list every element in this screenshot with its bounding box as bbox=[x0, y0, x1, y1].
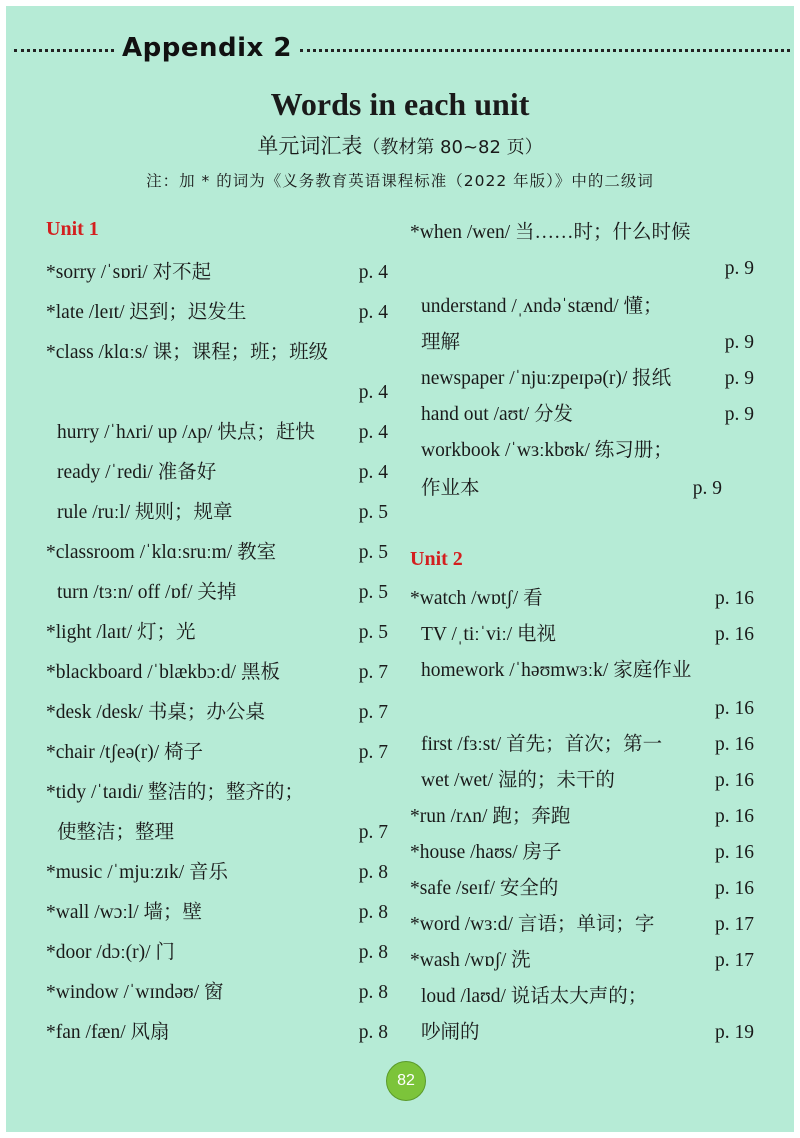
vocab-line bbox=[421, 730, 754, 760]
vocab-text: rule /ruːl/ 规则；规章 bbox=[57, 502, 233, 523]
vocab-line bbox=[421, 694, 754, 724]
vocab-line bbox=[410, 218, 754, 248]
page-ref: p. 9 bbox=[724, 368, 754, 389]
appendix-label: Appendix 2 bbox=[122, 33, 292, 63]
vocab-text: newspaper /ˈnjuːzpeɪpə(r)/ 报纸 bbox=[421, 368, 672, 389]
vocab-text: *word /wɜːd/ 言语；单词；字 bbox=[410, 914, 655, 935]
vocab-text: *safe /seɪf/ 安全的 bbox=[410, 878, 559, 899]
page-ref: p. 5 bbox=[358, 582, 388, 603]
vocab-text: *sorry /ˈsɒri/ 对不起 bbox=[46, 262, 212, 283]
vocab-text: *house /haʊs/ 房子 bbox=[410, 842, 562, 863]
page bbox=[6, 6, 794, 1132]
page-ref: p. 8 bbox=[358, 1022, 388, 1043]
page-ref: p. 4 bbox=[358, 422, 388, 443]
vocab-line bbox=[421, 400, 754, 430]
vocab-text: hurry /ˈhʌri/ up /ʌp/ 快点；赶快 bbox=[57, 422, 315, 443]
page-ref: p. 8 bbox=[358, 862, 388, 883]
page-ref: p. 7 bbox=[358, 742, 388, 763]
page-ref: p. 5 bbox=[358, 542, 388, 563]
vocab-line bbox=[410, 874, 754, 904]
vocab-line bbox=[46, 298, 388, 328]
vocab-line bbox=[46, 1018, 388, 1048]
vocab-text: *when /wen/ 当……时；什么时候 bbox=[410, 222, 691, 243]
page-ref: p. 17 bbox=[715, 914, 754, 935]
vocab-line bbox=[421, 766, 754, 796]
page-ref: p. 17 bbox=[715, 950, 754, 971]
vocab-text: *wash /wɒʃ/ 洗 bbox=[410, 950, 531, 971]
vocab-text: *chair /tʃeə(r)/ 椅子 bbox=[46, 742, 204, 763]
page-ref: p. 4 bbox=[358, 462, 388, 483]
page-title: Words in each unit bbox=[270, 86, 530, 122]
page-ref: p. 16 bbox=[715, 878, 754, 899]
vocab-text: loud /laʊd/ 说话太大声的； bbox=[421, 986, 648, 1007]
vocab-line bbox=[46, 338, 388, 368]
page-ref: p. 16 bbox=[715, 734, 754, 755]
page-ref: p. 16 bbox=[715, 806, 754, 827]
vocab-line bbox=[421, 292, 754, 322]
page-ref: p. 8 bbox=[358, 982, 388, 1003]
page-ref: p. 9 bbox=[692, 478, 722, 499]
page-ref: p. 5 bbox=[358, 622, 388, 643]
subtitle-paren: （教材第 80~82 页） bbox=[362, 137, 543, 158]
vocab-text: *light /laɪt/ 灯；光 bbox=[46, 622, 196, 643]
vocab-line bbox=[57, 498, 388, 528]
page-ref: p. 4 bbox=[358, 302, 388, 323]
vocab-text: 理解 bbox=[421, 332, 461, 353]
vocab-line bbox=[410, 584, 754, 614]
vocab-line bbox=[46, 618, 388, 648]
vocab-line bbox=[410, 254, 754, 284]
unit1-heading: Unit 1 bbox=[46, 218, 99, 240]
page-ref: p. 5 bbox=[358, 502, 388, 523]
vocab-text: *desk /desk/ 书桌；办公桌 bbox=[46, 702, 265, 723]
page-ref: p. 16 bbox=[715, 624, 754, 645]
subtitle-main: 单元词汇表 bbox=[257, 134, 363, 158]
vocab-text: TV /ˌtiːˈviː/ 电视 bbox=[421, 624, 557, 645]
page-subtitle bbox=[6, 130, 794, 160]
vocab-line bbox=[57, 818, 388, 848]
vocab-line bbox=[421, 436, 754, 466]
vocab-line bbox=[46, 738, 388, 768]
unit2-heading: Unit 2 bbox=[410, 548, 463, 570]
vocab-line bbox=[46, 858, 388, 888]
vocab-text: *classroom /ˈklɑːsruːm/ 教室 bbox=[46, 542, 277, 563]
vocab-text: *music /ˈmjuːzɪk/ 音乐 bbox=[46, 862, 228, 883]
page-ref: p. 8 bbox=[358, 902, 388, 923]
vocab-text: *tidy /ˈtaɪdi/ 整洁的；整齐的； bbox=[46, 782, 304, 803]
page-ref: p. 16 bbox=[715, 588, 754, 609]
appendix-header bbox=[14, 33, 790, 67]
page-number-badge: 82 bbox=[386, 1061, 426, 1101]
vocab-line bbox=[410, 946, 754, 976]
page-ref: p. 7 bbox=[358, 822, 388, 843]
vocab-line bbox=[46, 698, 388, 728]
page-ref: p. 7 bbox=[358, 702, 388, 723]
vocab-text: *wall /wɔːl/ 墙；壁 bbox=[46, 902, 202, 923]
vocab-line bbox=[46, 898, 388, 928]
page-ref: p. 8 bbox=[358, 942, 388, 963]
dotted-rule-left bbox=[14, 49, 114, 52]
vocab-line bbox=[410, 802, 754, 832]
page-ref: p. 7 bbox=[358, 662, 388, 683]
vocab-text: *watch /wɒtʃ/ 看 bbox=[410, 588, 543, 609]
vocab-line bbox=[421, 328, 754, 358]
vocab-text: 使整洁；整理 bbox=[57, 822, 175, 843]
note: 注：加 * 的词为《义务教育英语课程标准（2022 年版）》中的二级词 bbox=[146, 172, 654, 190]
vocab-text: *window /ˈwɪndəʊ/ 窗 bbox=[46, 982, 224, 1003]
vocab-text: wet /wet/ 湿的；未干的 bbox=[421, 770, 615, 791]
vocab-line bbox=[57, 578, 388, 608]
page-ref: p. 19 bbox=[715, 1022, 754, 1043]
vocab-line bbox=[46, 938, 388, 968]
vocab-line bbox=[46, 378, 388, 408]
page-ref: p. 9 bbox=[724, 404, 754, 425]
page-ref: p. 16 bbox=[715, 770, 754, 791]
vocab-text: homework /ˈhəʊmwɜːk/ 家庭作业 bbox=[421, 660, 692, 681]
vocab-line bbox=[46, 658, 388, 688]
vocab-line bbox=[421, 620, 754, 650]
vocab-text: ready /ˈredi/ 准备好 bbox=[57, 462, 217, 483]
page-ref: p. 9 bbox=[724, 258, 754, 279]
vocab-line bbox=[57, 418, 388, 448]
vocab-text: workbook /ˈwɜːkbʊk/ 练习册； bbox=[421, 440, 673, 461]
page-ref: p. 4 bbox=[358, 382, 388, 403]
vocab-text: turn /tɜːn/ off /ɒf/ 关掉 bbox=[57, 582, 237, 603]
vocab-line bbox=[57, 458, 388, 488]
page-ref: p. 9 bbox=[724, 332, 754, 353]
vocab-line bbox=[421, 1018, 754, 1048]
vocab-line bbox=[46, 778, 388, 808]
vocab-line bbox=[46, 978, 388, 1008]
vocab-text: first /fɜːst/ 首先；首次；第一 bbox=[421, 734, 663, 755]
vocab-line bbox=[421, 982, 754, 1012]
vocab-text: *fan /fæn/ 风扇 bbox=[46, 1022, 170, 1043]
vocab-line bbox=[410, 910, 754, 940]
vocab-line bbox=[46, 258, 388, 288]
vocab-text: 吵闹的 bbox=[421, 1022, 480, 1043]
vocab-text: *late /leɪt/ 迟到；迟发生 bbox=[46, 302, 247, 323]
vocab-line bbox=[421, 474, 722, 504]
vocab-line bbox=[46, 538, 388, 568]
vocab-text: *run /rʌn/ 跑；奔跑 bbox=[410, 806, 571, 827]
page-ref: p. 16 bbox=[715, 842, 754, 863]
vocab-text: *class /klɑːs/ 课；课程；班；班级 bbox=[46, 342, 329, 363]
vocab-text: understand /ˌʌndəˈstænd/ 懂； bbox=[421, 296, 663, 317]
page-ref: p. 4 bbox=[358, 262, 388, 283]
vocab-line bbox=[421, 656, 754, 686]
vocab-text: hand out /aʊt/ 分发 bbox=[421, 404, 574, 425]
vocab-text: *door /dɔː(r)/ 门 bbox=[46, 942, 175, 963]
dotted-rule-right bbox=[300, 49, 790, 52]
vocab-text: *blackboard /ˈblækbɔːd/ 黑板 bbox=[46, 662, 280, 683]
vocab-line bbox=[421, 364, 754, 394]
vocab-text: 作业本 bbox=[421, 478, 480, 499]
page-ref: p. 16 bbox=[715, 698, 754, 719]
vocab-line bbox=[410, 838, 754, 868]
